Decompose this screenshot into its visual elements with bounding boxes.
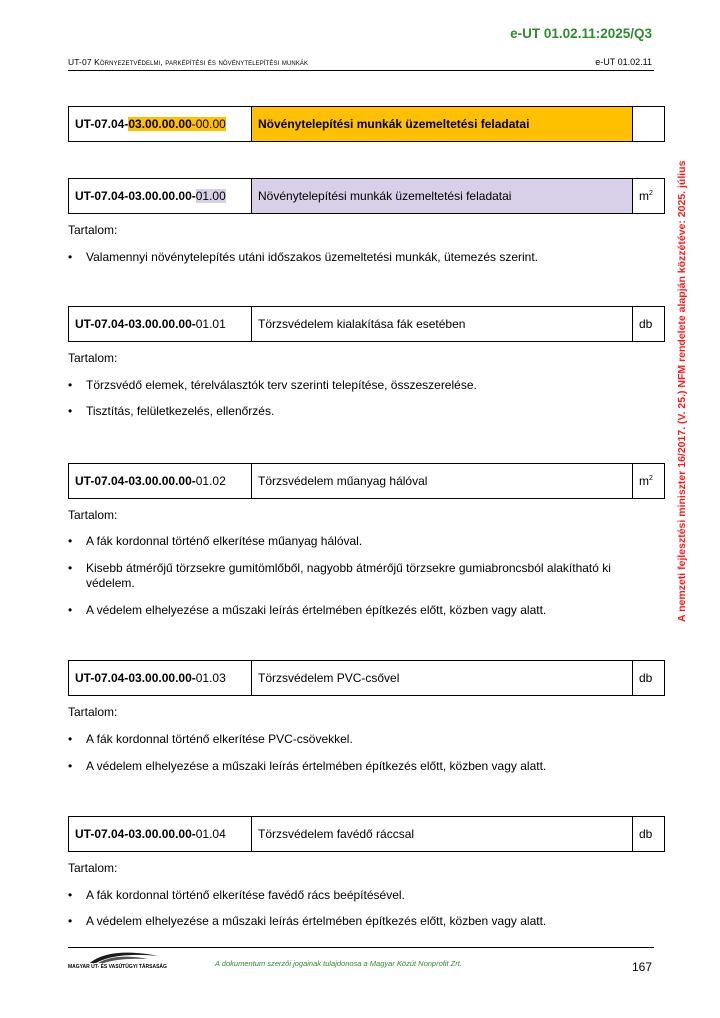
item-unit xyxy=(633,107,665,142)
contents-label: Tartalom: xyxy=(68,351,118,365)
copyright-notice: A dokumentum szerzői jogainak tulajdonosa a Magyar Közút Nonprofit Zrt. xyxy=(215,959,462,968)
item-description: Törzsvédelem műanyag hálóval xyxy=(252,464,633,499)
footer-divider xyxy=(68,947,654,948)
item-table xyxy=(68,463,665,499)
item-description: Törzsvédelem favédő ráccsal xyxy=(252,817,633,852)
item-code: UT-07.04-03.00.00.00-01.04 xyxy=(69,817,252,852)
item-description: Növénytelepítési munkák üzemeltetési feladatai xyxy=(252,179,633,214)
item-unit: db xyxy=(633,661,665,696)
item-unit: db xyxy=(633,307,665,342)
publication-side-note: A nemzeti fejlesztési miniszter 16/2017. (V. 25.) NFM rendelete alapján közzétéve: 2025. július xyxy=(676,160,688,622)
list-item: • A fák kordonnal történő elkerítése PVC-csövekkel. xyxy=(68,732,353,746)
contents-label: Tartalom: xyxy=(68,223,118,237)
item-code: UT-07.04-03.00.00.00-01.02 xyxy=(69,464,252,499)
list-item: • A fák kordonnal történő elkerítése favédő rács beépítésével. xyxy=(68,888,405,902)
header-doc-ref: e-UT 01.02.11 xyxy=(595,57,652,67)
logo-text: MAGYAR ÚT- ÉS VASÚTÜGYI TÁRSASÁG xyxy=(68,964,167,970)
item-description: Törzsvédelem kialakítása fák esetében xyxy=(252,307,633,342)
item-unit: $m^2$ xyxy=(633,464,665,499)
item-unit: $m^2$ xyxy=(633,179,665,214)
header-divider xyxy=(68,70,654,71)
item-code: UT-07.04-03.00.00.00-00.00 xyxy=(69,107,252,142)
contents-label: Tartalom: xyxy=(68,508,118,522)
list-item: • A fák kordonnal történő elkerítése műanyag hálóval. xyxy=(68,534,363,548)
item-code: UT-07.04-03.00.00.00-01.03 xyxy=(69,661,252,696)
item-table-main xyxy=(68,106,665,142)
item-code: UT-07.04-03.00.00.00-01.00 xyxy=(69,179,252,214)
contents-label: Tartalom: xyxy=(68,705,118,719)
item-description: Törzsvédelem PVC-csővel xyxy=(252,661,633,696)
item-unit: db xyxy=(633,817,665,852)
document-code: e-UT 01.02.11:2025/Q3 xyxy=(510,26,652,41)
item-description: Növénytelepítési munkák üzemeltetési feladatai xyxy=(252,107,633,142)
list-item: • A védelem elhelyezése a műszaki leírás értelmében építkezés előtt, közben vagy alatt. xyxy=(68,603,547,617)
list-item: • Valamennyi növénytelepítés utáni időszakos üzemeltetési munkák, ütemezés szerint. xyxy=(68,250,539,264)
list-item: • A védelem elhelyezése a műszaki leírás értelmében építkezés előtt, közben vagy alatt. xyxy=(68,914,547,928)
item-table xyxy=(68,178,665,214)
company-logo xyxy=(68,950,168,974)
list-item: • A védelem elhelyezése a műszaki leírás értelmében építkezés előtt, közben vagy alatt. xyxy=(68,759,547,773)
list-item: • Kisebb átmérőjű törzsekre gumitömlőből, nagyobb átmérőjű törzsekre gumiabroncsból alakítható ki védelem. xyxy=(68,561,611,590)
header-chapter-title: UT-07 Környezetvédelmi, parképítési és növénytelepítési munkák xyxy=(68,57,309,67)
item-table xyxy=(68,306,665,342)
item-table xyxy=(68,660,665,696)
list-item: • Törzsvédő elemek, térelválasztók terv szerinti telepítése, összeszerelése. xyxy=(68,378,477,392)
item-code: UT-07.04-03.00.00.00-01.01 xyxy=(69,307,252,342)
list-item: • Tisztítás, felületkezelés, ellenőrzés. xyxy=(68,404,275,418)
item-table xyxy=(68,816,665,852)
logo-swoosh-icon xyxy=(68,950,168,964)
page-number: 167 xyxy=(631,960,652,974)
contents-label: Tartalom: xyxy=(68,861,118,875)
